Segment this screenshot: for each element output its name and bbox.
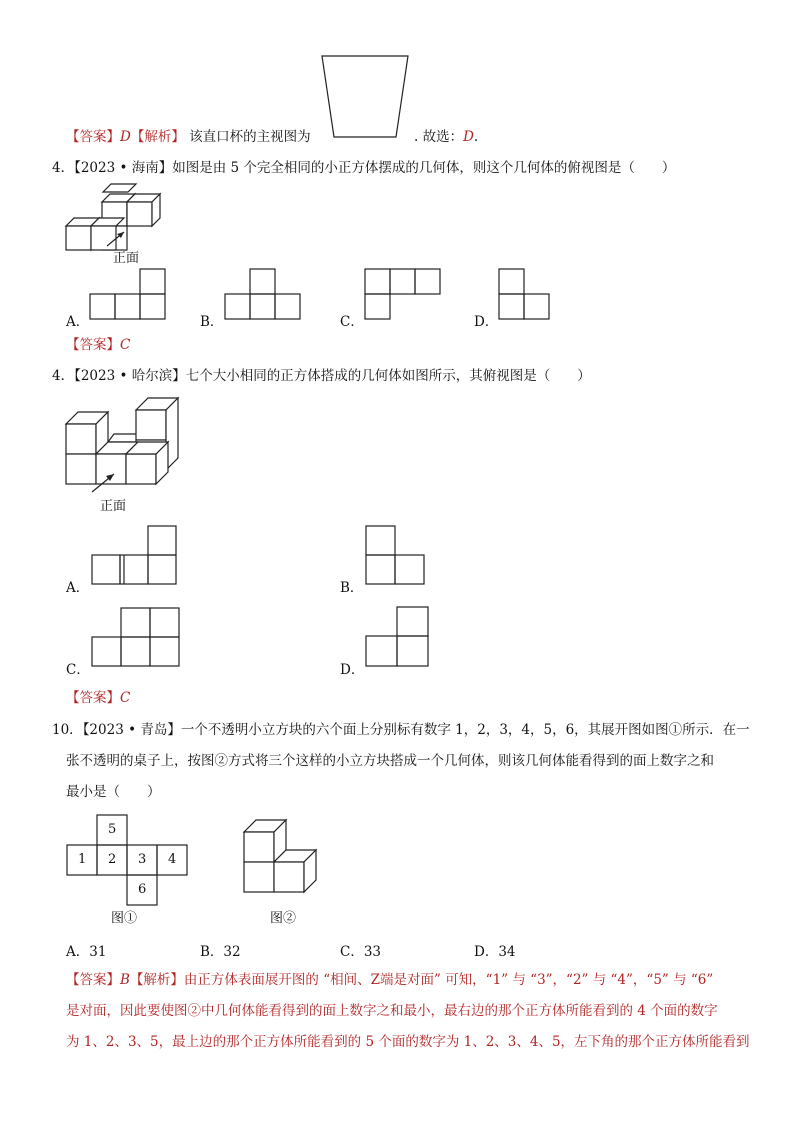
hainan-option-b[interactable]: B．: [200, 314, 224, 330]
answer-letter: C: [120, 337, 131, 353]
net-face-4: 4: [168, 852, 177, 867]
question-text: 七个大小相同的正方体搭成的几何体如图所示，其俯视图是（ ）: [185, 368, 591, 384]
qingdao-option-a[interactable]: A．31: [66, 944, 107, 960]
harbin-option-a[interactable]: A．: [66, 580, 90, 596]
question-harbin-stem: [52, 367, 591, 385]
harbin-option-d[interactable]: D．: [340, 662, 365, 678]
fig2-label: 图②: [270, 911, 297, 926]
answer-tag: 【答案】: [66, 129, 120, 145]
analysis-tag: 【解析】: [130, 129, 185, 145]
qingdao-analysis-2: 是对面，因此要使图②中几何体能看得到的面上数字之和最小，最右边的那个正方体所能看到的 4 个面的数字: [66, 1003, 718, 1019]
harbin-option-a-figure: [90, 526, 180, 588]
answer-letter: D: [120, 129, 131, 145]
question-text: 一个不透明小立方块的六个面上分别标有数字 1，2，3，4，5，6，其展开图如图①所示．在一: [180, 722, 750, 738]
analysis-text: 由正方体表面展开图的 “相间、Z端是对面” 可知，“1” 与 “3”，“2” 与 “4”，“5” 与 “6”: [183, 972, 714, 988]
qingdao-option-d[interactable]: D．34: [474, 944, 516, 960]
net-face-2: 2: [108, 852, 117, 867]
answer-tag: 【答案】: [66, 972, 120, 988]
harbin-front-label: 正面: [100, 499, 127, 514]
analysis-tag: 【解析】: [129, 972, 184, 988]
hainan-option-a-figure: [90, 268, 170, 324]
analysis-text: 该直口杯的主视图为: [189, 129, 311, 145]
answer-tag: 【答案】: [66, 690, 120, 706]
question-source: 【2023 • 哈尔滨】: [74, 368, 186, 384]
qingdao-analysis-3: 为 1、2、3、5，最上边的那个正方体所能看到的 5 个面的数字为 1、2、3、4、5，左下角的那个正方体所能看到: [66, 1034, 750, 1050]
harbin-option-c-figure: [92, 608, 186, 670]
analysis-text-after: . 故选：: [414, 129, 464, 145]
question-number: 10．: [52, 722, 83, 738]
answer-letter: B: [120, 972, 130, 988]
hainan-option-c[interactable]: C．: [340, 314, 364, 330]
net-face-6: 6: [138, 882, 147, 897]
cup-answer-tail: [414, 128, 478, 146]
net-face-3: 3: [138, 852, 147, 867]
harbin-option-b-figure: [366, 526, 428, 588]
hainan-front-label: 正面: [113, 251, 140, 266]
qingdao-option-c[interactable]: C．33: [340, 944, 382, 960]
analysis-end: .: [473, 129, 479, 145]
question-qingdao-stem-3: 最小是（ ）: [66, 784, 161, 800]
question-qingdao-stem-2: 张不透明的桌子上，按图②方式将三个这样的小立方块搭成一个几何体，则该几何体能看得到的面上数字之和: [66, 753, 714, 769]
harbin-option-c[interactable]: C．: [66, 662, 90, 678]
hainan-option-d-figure: [499, 268, 555, 324]
question-source: 【2023 • 青岛】: [82, 722, 181, 738]
hainan-option-a[interactable]: A．: [66, 314, 90, 330]
hainan-option-c-figure: [365, 268, 445, 324]
question-text: 如图是由 5 个完全相同的小正方体摆成的几何体，则这个几何体的俯视图是（ ）: [172, 160, 676, 176]
hainan-answer: [66, 336, 130, 354]
cube-stack-figure: [242, 818, 322, 894]
cup-front-view-figure: [320, 55, 412, 141]
harbin-option-b[interactable]: B．: [340, 580, 364, 596]
question-qingdao-stem-1: [52, 721, 750, 739]
cup-answer-line: [66, 128, 311, 146]
fig1-label: 图①: [111, 911, 138, 926]
question-number: 4．: [52, 368, 75, 384]
qingdao-option-b[interactable]: B．32: [200, 944, 241, 960]
net-face-1: 1: [78, 852, 87, 867]
question-number: 4．: [52, 160, 75, 176]
answer-letter: C: [120, 690, 131, 706]
cube-net-figure: [67, 815, 187, 905]
harbin-option-d-figure: [366, 607, 432, 669]
harbin-answer: [66, 689, 130, 707]
hainan-solid-figure: [62, 184, 172, 254]
analysis-choice: D: [463, 129, 474, 145]
hainan-option-b-figure: [225, 268, 305, 324]
hainan-option-d[interactable]: D．: [474, 314, 499, 330]
harbin-solid-figure: [64, 394, 184, 500]
question-source: 【2023 • 海南】: [74, 160, 173, 176]
answer-tag: 【答案】: [66, 337, 120, 353]
qingdao-analysis-1: [66, 971, 713, 989]
question-hainan-stem: [52, 159, 675, 177]
net-face-5: 5: [108, 822, 117, 837]
